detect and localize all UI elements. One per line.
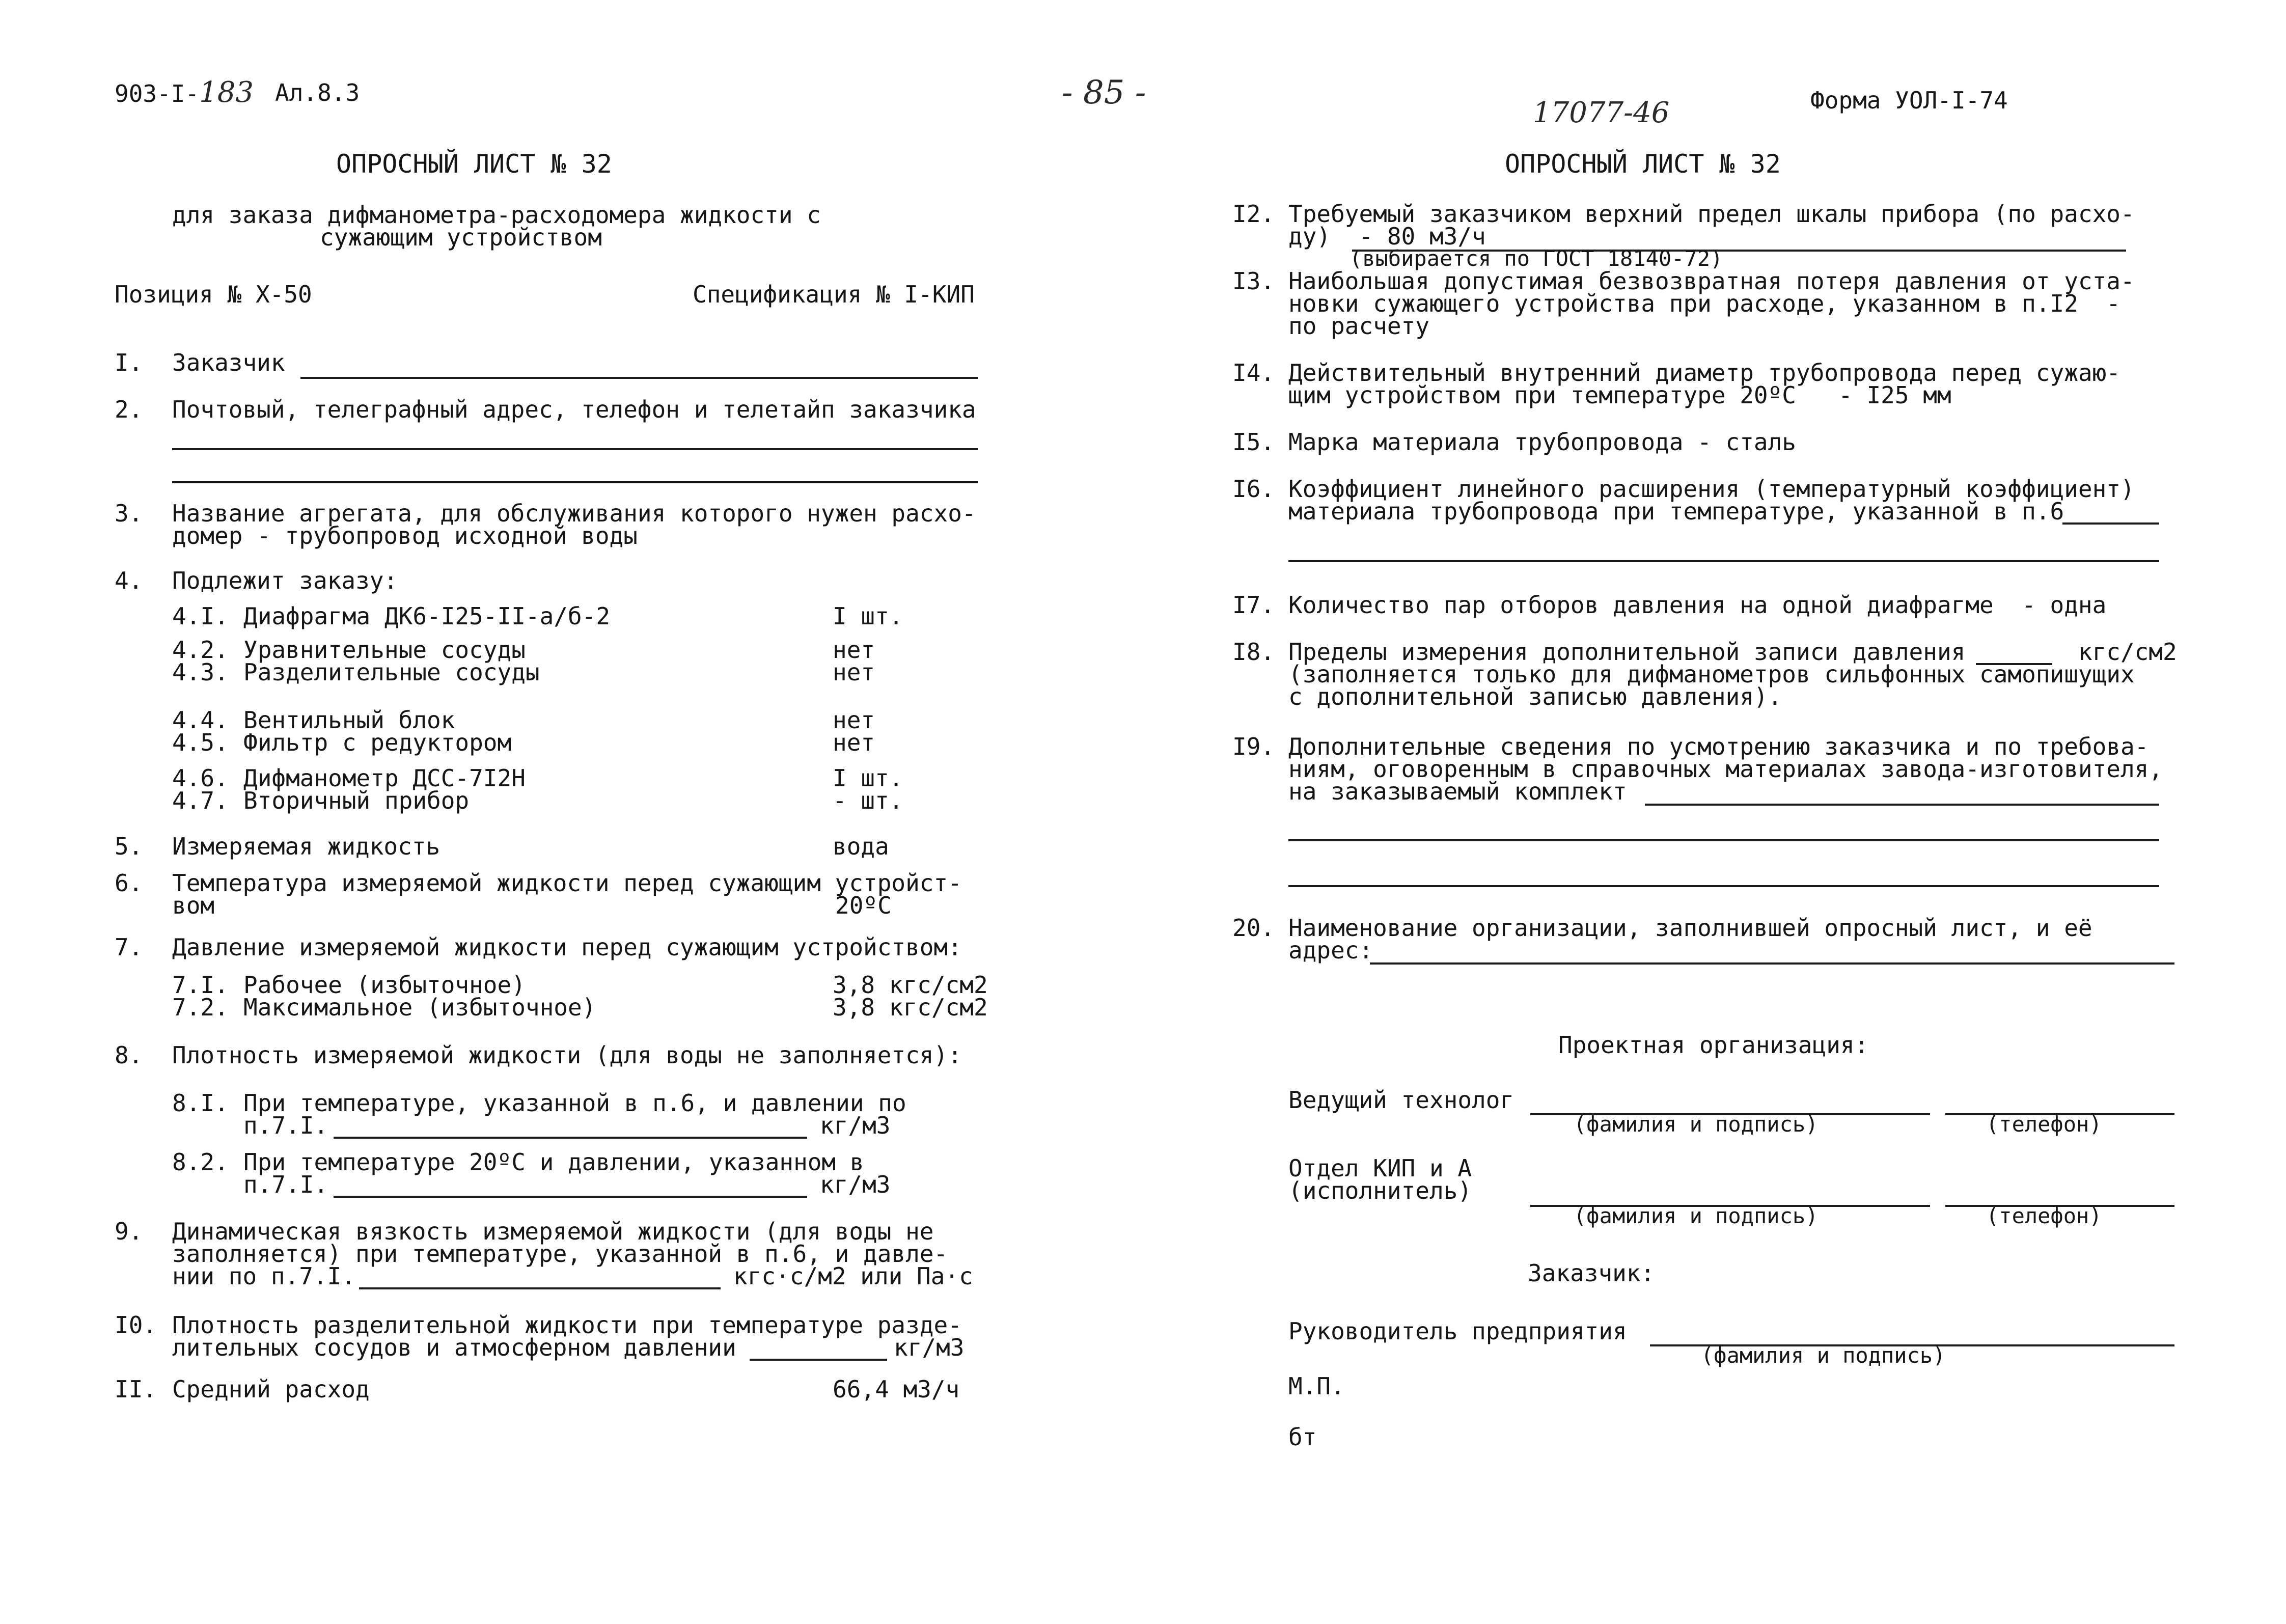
position-label: Позиция № Х-50 [115,281,312,308]
sub-item-text: Вентильный блок [243,706,455,734]
left-title: ОПРОСНЫЙ ЛИСТ № 32 [336,149,612,179]
item-unit: кг/м3 [894,1334,965,1361]
doc-code-handwritten: 183 [199,76,254,109]
item-text: Давление измеряемой жидкости перед сужающим устройством: [172,933,962,961]
fill-line [334,1196,807,1198]
sub-item-number: 4.5. [172,729,229,756]
sub-item-text: Максимальное (избыточное) [243,994,596,1021]
page-number: - 85 - [1062,74,1146,112]
item-note: (выбирается по ГОСТ 18140-72) [1349,246,1723,271]
fill-line [1288,839,2159,841]
sub-item-text: Разделительные сосуды [243,658,540,686]
fill-line [172,481,978,483]
item-text: Требуемый заказчиком верхний предел шкалы прибора (по расхо- ду) - 80 м3/ч [1288,200,2135,250]
fill-line [334,1137,807,1139]
fill-line [1288,885,2159,887]
sub-item-number: 4.7. [172,787,229,814]
left-subtitle-2: сужающим устройством [320,224,602,251]
item-text: Подлежит заказу: [172,567,398,594]
item-text: Плотность измеряемой жидкости (для воды не заполняется): [172,1041,962,1069]
phone-caption: (телефон) [1986,1112,2102,1137]
item-text: Измеряемая жидкость [172,833,440,860]
fill-line [1288,560,2159,562]
project-org-heading: Проектная организация: [1558,1031,1869,1059]
sub-item-number: 8.2. [172,1148,229,1176]
sub-item-value: нет [833,729,875,756]
sub-item-number: 4.4. [172,706,229,734]
kip-dept-label: Отдел КИП и А (исполнитель) [1288,1154,1472,1204]
sub-item-value: - шт. [833,787,903,814]
item-number: I5. [1232,428,1275,456]
sub-item-text: Вторичный прибор [243,787,470,814]
left-subtitle-1: для заказа дифманометра-расходомера жидкости с [172,201,821,229]
item-number: 9. [115,1218,143,1245]
stamp-place-label: М.П. [1288,1372,1345,1400]
fill-line [359,1287,721,1289]
sub-item-text: При температуре, указанной в п.6, и давлении по п.7.I. [243,1089,906,1139]
item-text: Пределы измерения дополнительной записи давления кгс/см2 (заполняется только для дифманометров сильфонных самопишущих с дополнительной записью давления). [1288,638,2177,710]
item-text: Количество пар отборов давления на одной диафрагме - одна [1288,591,2107,619]
sub-item-number: 4.2. [172,636,229,664]
sub-item-value: I шт. [833,602,903,630]
item-unit: кгс·с/м2 или Па·с [733,1262,973,1290]
head-of-enterprise-label: Руководитель предприятия [1288,1317,1627,1345]
item-number: 7. [115,933,143,961]
item-number: I2. [1232,200,1275,228]
item-text: Коэффициент линейного расширения (температурный коэффициент) материала трубопровода при температуре, указанной в п.6 [1288,475,2135,525]
sub-item-unit: кг/м3 [820,1112,891,1139]
album-ref: Ал.8.3 [275,79,360,106]
signature-caption: (фамилия и подпись) [1574,1203,1819,1228]
item-text: Наименование организации, заполнившей опросный лист, и её адрес: [1288,914,2092,964]
fill-line [1370,962,2174,965]
item-value: 20ºС [835,892,892,919]
signature-caption: (фамилия и подпись) [1574,1112,1819,1137]
item-number: I3. [1232,267,1275,295]
sub-item-value: 3,8 кгс/см2 [833,994,988,1021]
customer-heading: Заказчик: [1528,1259,1655,1287]
sub-item-text: Дифманометр ДСС-7I2Н [243,764,526,792]
item-text: Динамическая вязкость измеряемой жидкости (для воды не заполняется) при температуре, указанной в п.6, и давле- нии по п.7.I. [172,1218,948,1290]
item-number: I. [115,349,143,376]
sub-item-text: Уравнительные сосуды [243,636,526,664]
right-title: ОПРОСНЫЙ ЛИСТ № 32 [1505,149,1781,179]
item-number: 6. [115,869,143,897]
sub-item-text: Диафрагма ДК6-I25-II-а/б-2 [243,602,611,630]
item-text: Средний расход [172,1375,370,1403]
item-text: Дополнительные сведения по усмотрению заказчика и по требова- ниям, оговоренным в справочных материалах завода-изготовителя, на заказываемый комплект [1288,733,2163,805]
sub-item-unit: кг/м3 [820,1171,891,1198]
doc-code: 903-I-183 [115,76,254,109]
item-text: Плотность разделительной жидкости при температуре разде- лительных сосудов и атмосферном давлении [172,1311,962,1361]
sub-item-number: 8.I. [172,1089,229,1117]
item-text: Название агрегата, для обслуживания которого нужен расхо- домер - трубопровод исходной воды [172,500,976,549]
sub-item-text: Рабочее (избыточное) [243,971,526,999]
sub-item-number: 4.3. [172,658,229,686]
item-number: I7. [1232,591,1275,619]
item-text: Температура измеряемой жидкости перед сужающим устройст- вом [172,869,962,919]
sub-item-value: нет [833,658,875,686]
fill-line [1645,804,2159,806]
item-value: вода [833,833,889,860]
sub-item-number: 4.6. [172,764,229,792]
item-value: 66,4 м3/ч [833,1375,960,1403]
item-text: Наибольшая допустимая безвозвратная потеря давления от уста- новки сужающего устройства при расходе, указанном в п.I2 - по расчету [1288,267,2135,340]
item-number: I6. [1232,475,1275,503]
item-text: Заказчик [172,349,285,376]
footer-mark: бт [1288,1423,1317,1451]
sub-item-number: 7.2. [172,994,229,1021]
sub-item-text: При температуре 20ºС и давлении, указанном в п.7.I. [243,1148,864,1198]
item-number: 3. [115,500,143,527]
item-number: 2. [115,396,143,423]
item-text: Марка материала трубопровода - сталь [1288,428,1796,456]
handwritten-number: 17077-46 [1533,96,1670,129]
item-number: I8. [1232,638,1275,666]
fill-line [172,448,978,450]
sub-item-value: нет [833,706,875,734]
item-number: 4. [115,567,143,594]
item-number: I4. [1232,359,1275,387]
form-code: Форма УОЛ-I-74 [1810,87,2008,114]
item-number: 8. [115,1041,143,1069]
item-number: I0. [115,1311,157,1339]
fill-line [2062,522,2159,525]
sub-item-value: 3,8 кгс/см2 [833,971,988,999]
signature-caption: (фамилия и подпись) [1701,1343,1946,1368]
specification-label: Спецификация № I-КИП [693,281,975,308]
item-text: Действительный внутренний диаметр трубопровода перед сужаю- щим устройством при температуре 20ºС - I25 мм [1288,359,2120,409]
item-number: II. [115,1375,157,1403]
fill-line [1976,663,2052,665]
item-text: Почтовый, телеграфный адрес, телефон и телетайп заказчика [172,396,976,423]
phone-caption: (телефон) [1986,1203,2102,1228]
item-number: 20. [1232,914,1275,942]
sub-item-number: 7.I. [172,971,229,999]
sub-item-value: нет [833,636,875,664]
lead-technologist-label: Ведущий технолог [1288,1086,1514,1114]
item-number: I9. [1232,733,1275,760]
sub-item-number: 4.I. [172,602,229,630]
sub-item-text: Фильтр с редуктором [243,729,512,756]
fill-line [300,377,978,379]
item-number: 5. [115,833,143,860]
fill-line [750,1359,887,1361]
sub-item-value: I шт. [833,764,903,792]
